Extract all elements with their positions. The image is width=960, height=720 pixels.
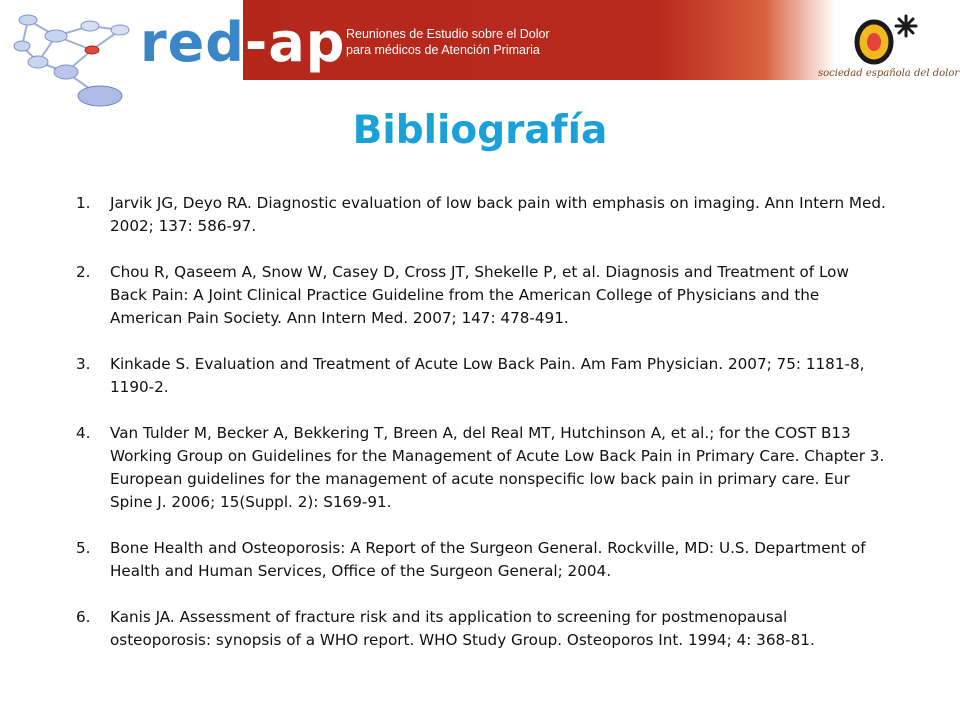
reference-text: Van Tulder M, Becker A, Bekkering T, Breen A, del Real MT, Hutchinson A, et al.; for the COST B13 Working Group on Guidelines for the Management of Acute Low Back Pain in Primary Care. Chapter 3. European guidelines for the management of acute nonspecific low back pain in primary care. Eur Spine J. 2006; 15(Suppl. 2): S169-91.	[110, 424, 885, 511]
tagline-line-2: para médicos de Atención Primaria	[346, 43, 540, 57]
reference-item-6	[70, 606, 890, 652]
reference-text: Kanis JA. Assessment of fracture risk and its application to screening for postmenopausal osteoporosis: synopsis of a WHO report. WHO Study Group. Osteoporos Int. 1994; 4: 368-81.	[110, 608, 815, 649]
reference-number: 2.	[76, 263, 91, 281]
reference-list	[70, 192, 890, 675]
reference-item-5	[70, 537, 890, 583]
brand-red-text: red	[140, 11, 245, 74]
reference-number: 3.	[76, 355, 91, 373]
reference-text: Jarvik JG, Deyo RA. Diagnostic evaluation of low back pain with emphasis on imaging. Ann Intern Med. 2002; 137: 586-97.	[110, 194, 886, 235]
reference-item-2	[70, 261, 890, 330]
reference-number: 5.	[76, 539, 91, 557]
brand-wordmark	[140, 11, 346, 74]
reference-text: Bone Health and Osteoporosis: A Report of the Surgeon General. Rockville, MD: U.S. Department of Health and Human Services, Office of the Surgeon General; 2004.	[110, 539, 866, 580]
brand-ap-text: ap	[268, 11, 346, 74]
reference-item-4	[70, 422, 890, 514]
tagline-line-1: Reuniones de Estudio sobre el Dolor	[346, 27, 550, 41]
society-logo-icon	[848, 12, 923, 72]
reference-item-1	[70, 192, 890, 238]
page-title: Bibliografía	[352, 108, 608, 153]
brand-dash-text: -	[244, 11, 269, 74]
society-name: sociedad española del dolor	[818, 68, 960, 79]
reference-item-3	[70, 353, 890, 399]
reference-text: Kinkade S. Evaluation and Treatment of Acute Low Back Pain. Am Fam Physician. 2007; 75: 1181-8, 1190-2.	[110, 355, 865, 396]
network-logo-icon	[8, 6, 143, 110]
reference-number: 6.	[76, 608, 91, 626]
reference-number: 1.	[76, 194, 91, 212]
tagline	[346, 26, 550, 58]
header-banner	[0, 0, 960, 80]
reference-number: 4.	[76, 424, 91, 442]
reference-text: Chou R, Qaseem A, Snow W, Casey D, Cross JT, Shekelle P, et al. Diagnosis and Treatment of Low Back Pain: A Joint Clinical Practice Guideline from the American College of Physicians and the American Pain Society. Ann Intern Med. 2007; 147: 478-491.	[110, 263, 849, 327]
